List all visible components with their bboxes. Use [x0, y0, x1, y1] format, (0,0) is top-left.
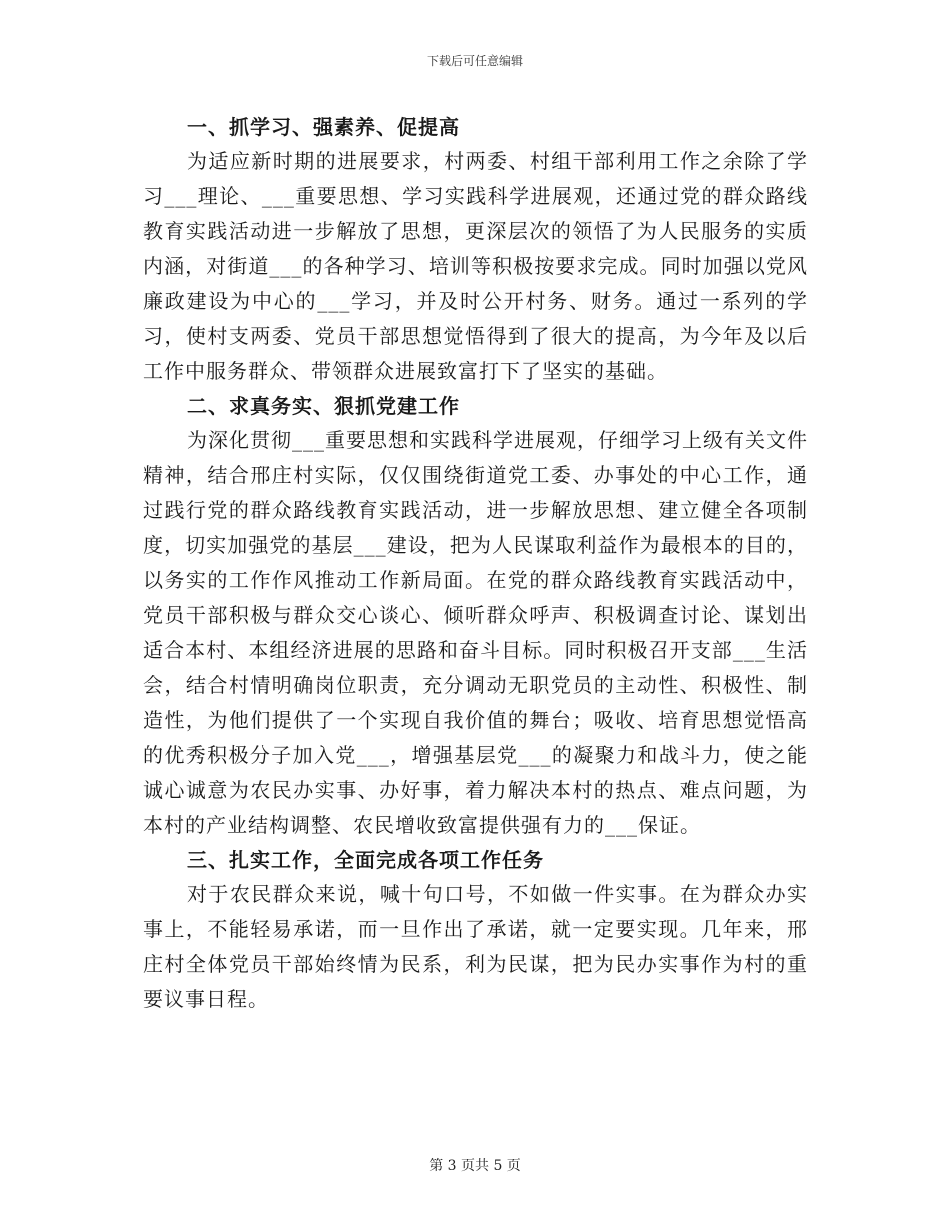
- page-header: 下载后可任意编辑: [426, 54, 523, 68]
- section-3-paragraph: 对于农民群众来说，喊十句口号，不如做一件实事。在为群众办实事上，不能轻易承诺，而一旦作出了承诺，就一定要实现。几年来，邢庄村全体党员干部始终情为民系，利为民谋，把为民办实事作为村的重要议事日程。: [143, 882, 808, 1011]
- section-3-heading: 三、扎实工作，全面完成各项工作任务: [187, 848, 544, 872]
- section-1-paragraph: 为适应新时期的进展要求，村两委、村组干部利用工作之余除了学习___理论、___重要思想、学习实践科学进展观，还通过党的群众路线教育实践活动进一步解放了思想，更深层次的领悟了为人民服务的实质内涵，对街道___的各种学习、培训等积极按要求完成。同时加强以党风廉政建设为中心的___学习，并及时公开村务、财务。通过一系列的学习，使村支两委、党员干部思想觉悟得到了很大的提高，为今年及以后工作中服务群众、带领群众进展致富打下了坚实的基础。: [143, 149, 808, 383]
- page-footer: 第 3 页共 5 页: [429, 1158, 521, 1174]
- section-1-heading: 一、抓学习、强素养、促提高: [187, 115, 460, 139]
- section-2-paragraph: 为深化贯彻___重要思想和实践科学进展观，仔细学习上级有关文件精神，结合邢庄村实际，仅仅围绕街道党工委、办事处的中心工作，通过践行党的群众路线教育实践活动，进一步解放思想、建立健全各项制度，切实加强党的基层___建设，把为人民谋取利益作为最根本的目的，以务实的工作作风推动工作新局面。在党的群众路线教育实践活动中，党员干部积极与群众交心谈心、倾听群众呼声、积极调查讨论、谋划出适合本村、本组经济进展的思路和奋斗目标。同时积极召开支部___生活会，结合村情明确岗位职责，充分调动无职党员的主动性、积极性、制造性，为他们提供了一个实现自我价值的舞台；吸收、培育思想觉悟高的优秀积极分子加入党___，增强基层党___的凝聚力和战斗力，使之能诚心诚意为农民办实事、办好事，着力解决本村的热点、难点问题，为本村的产业结构调整、农民增收致富提供强有力的___保证。: [143, 428, 808, 837]
- section-2-heading: 二、求真务实、狠抓党建工作: [187, 394, 460, 418]
- document-body: [143, 110, 808, 1017]
